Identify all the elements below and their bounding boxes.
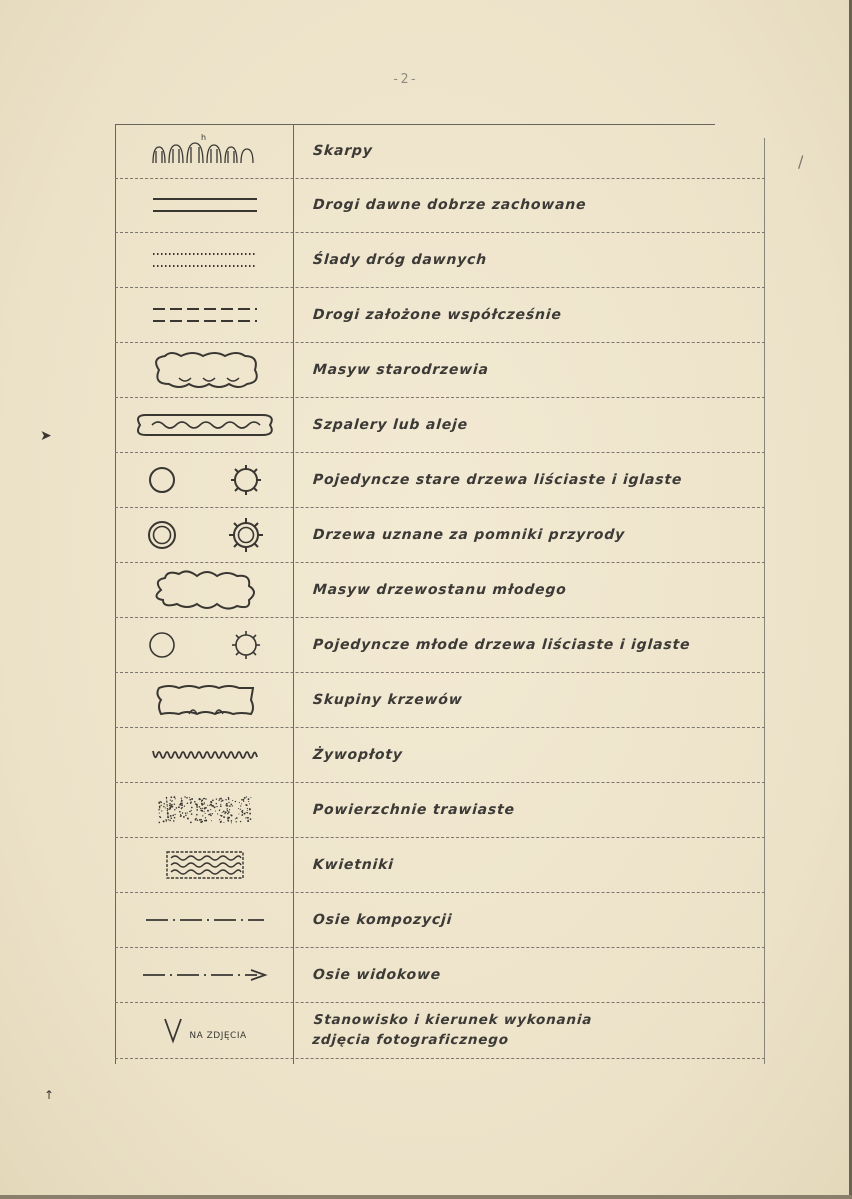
legend-row-skarpy <box>115 124 765 179</box>
legend-row-osie-widokowe <box>115 947 765 1003</box>
camera-symbol-text: NA ZDJĘCIA <box>189 1031 247 1041</box>
legend-row-szpalery <box>115 397 765 453</box>
legend-label: Żywopłoty <box>312 746 404 763</box>
avenue-icon <box>115 397 295 452</box>
legend-row-krzewy <box>115 672 765 728</box>
view-direction-icon <box>163 1017 183 1043</box>
legend-label: Osie kompozycji <box>312 911 453 928</box>
old-tree-mass-icon <box>115 342 295 397</box>
legend-label: Drzewa uznane za pomniki przyrody <box>312 526 626 543</box>
legend-label: Powierzchnie trawiaste <box>312 801 516 818</box>
young-stand-icon <box>115 562 295 617</box>
double-solid-line-icon <box>115 178 295 232</box>
monument-trees-icon <box>115 507 295 562</box>
double-dotted-line-icon <box>115 232 295 287</box>
legend-label: Szpalery lub aleje <box>312 416 469 433</box>
legend-row-drogi-wspolczesne <box>115 287 765 343</box>
legend-row-zywoploty <box>115 727 765 783</box>
svg-text:h: h <box>201 133 207 142</box>
legend-label: Kwietniki <box>312 856 395 873</box>
camera-position-icon <box>115 1002 295 1058</box>
hedge-icon <box>115 727 295 782</box>
legend-label: Stanowisko i kierunek wykonania zdjęcia fotograficznego <box>311 1012 593 1048</box>
flowerbed-icon <box>115 837 295 892</box>
legend-row-mlode-drzewa <box>115 617 765 673</box>
old-trees-icon <box>115 452 295 507</box>
legend-row-stare-drzewa <box>115 452 765 508</box>
legend-row-kwietniki <box>115 837 765 893</box>
legend-row-trawiaste <box>115 782 765 838</box>
legend-label: Masyw drzewostanu młodego <box>312 581 568 598</box>
camera-position-symbol <box>163 1017 246 1043</box>
legend-row-osie-kompozycji <box>115 892 765 948</box>
legend-label: Skarpy <box>312 143 374 159</box>
legend-label: Drogi dawne dobrze zachowane <box>312 197 587 213</box>
legend-row-slady-drog <box>115 232 765 288</box>
grass-surface-icon <box>115 782 295 837</box>
page-edge-bottom <box>0 1195 852 1199</box>
shrub-group-icon <box>115 672 295 727</box>
legend-label: Osie widokowe <box>312 966 442 983</box>
legend-label: Pojedyncze młode drzewa liściaste i iglaste <box>312 636 691 653</box>
legend-row-drzewostan-mlody <box>115 562 765 618</box>
legend-row-pomniki-przyrody <box>115 507 765 563</box>
legend-label: Masyw starodrzewia <box>312 361 490 378</box>
legend-label: Drogi założone współcześnie <box>312 306 563 323</box>
legend-table <box>115 124 765 1064</box>
legend-row-masyw-starodrzewia <box>115 342 765 398</box>
scan-mark: ↑ <box>44 1088 55 1102</box>
legend-label: Pojedyncze stare drzewa liściaste i iglaste <box>312 471 683 488</box>
scan-mark: / <box>798 152 804 171</box>
slope-hachures-icon <box>115 124 295 178</box>
legend-label: Skupiny krzewów <box>312 691 464 708</box>
young-trees-icon <box>115 617 295 672</box>
legend-label: Ślady dróg dawnych <box>312 251 488 268</box>
legend-row-drogi-dawne <box>115 178 765 233</box>
page-number: -2- <box>391 72 419 87</box>
view-axis-arrow-icon <box>115 947 295 1002</box>
scan-mark: ➤ <box>40 428 52 444</box>
dash-dot-axis-icon <box>115 892 295 947</box>
legend-row-stanowisko <box>115 1002 765 1059</box>
double-dashed-line-icon <box>115 287 295 342</box>
